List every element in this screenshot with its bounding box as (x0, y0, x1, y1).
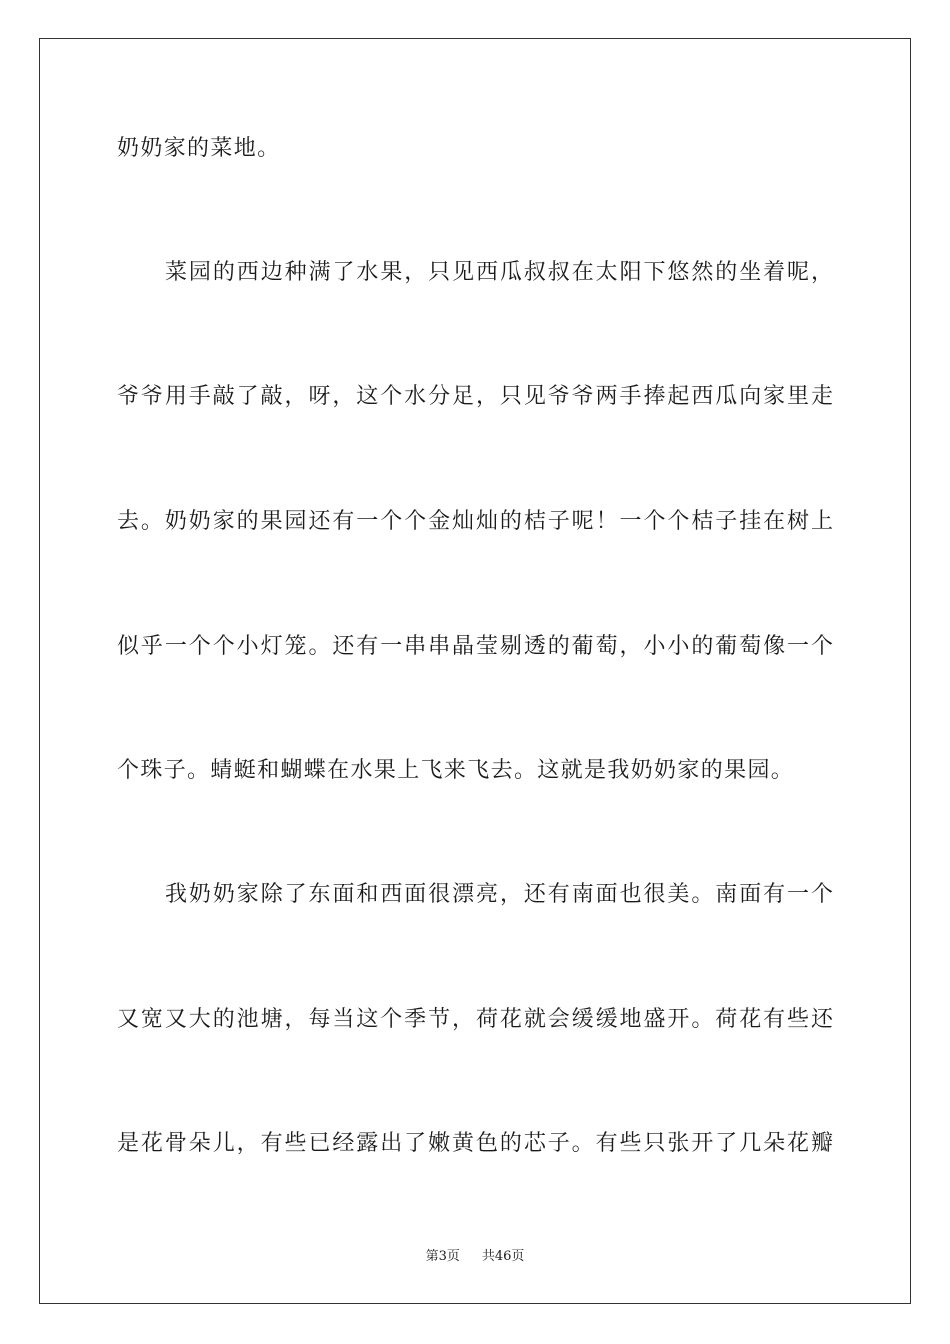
text-line-2: 菜园的西边种满了水果，只见西瓜叔叔在太阳下悠然的坐着呢， (165, 260, 833, 285)
text-line-8: 又宽又大的池塘，每当这个季节，荷花就会缓缓地盛开。荷花有些还 (117, 1007, 833, 1032)
text-line-1: 奶奶家的菜地。 (117, 136, 281, 161)
text-line-7: 我奶奶家除了东面和西面很漂亮，还有南面也很美。南面有一个 (165, 882, 833, 907)
text-line-5: 似乎一个个小灯笼。还有一串串晶莹剔透的葡萄，小小的葡萄像一个 (117, 634, 833, 659)
page-border (39, 38, 911, 1304)
text-line-4: 去。奶奶家的果园还有一个个金灿灿的桔子呢！一个个桔子挂在树上 (117, 509, 833, 534)
text-line-6: 个珠子。蜻蜓和蝴蝶在水果上飞来飞去。这就是我奶奶家的果园。 (117, 758, 795, 783)
text-line-9: 是花骨朵儿，有些已经露出了嫩黄色的芯子。有些只张开了几朵花瓣 (117, 1131, 833, 1156)
page-total: 共46页 (481, 1249, 525, 1264)
page-number: 第3页 (425, 1249, 460, 1264)
page-footer (0, 1248, 950, 1266)
text-line-3: 爷爷用手敲了敲，呀，这个水分足，只见爷爷两手捧起西瓜向家里走 (117, 384, 833, 409)
